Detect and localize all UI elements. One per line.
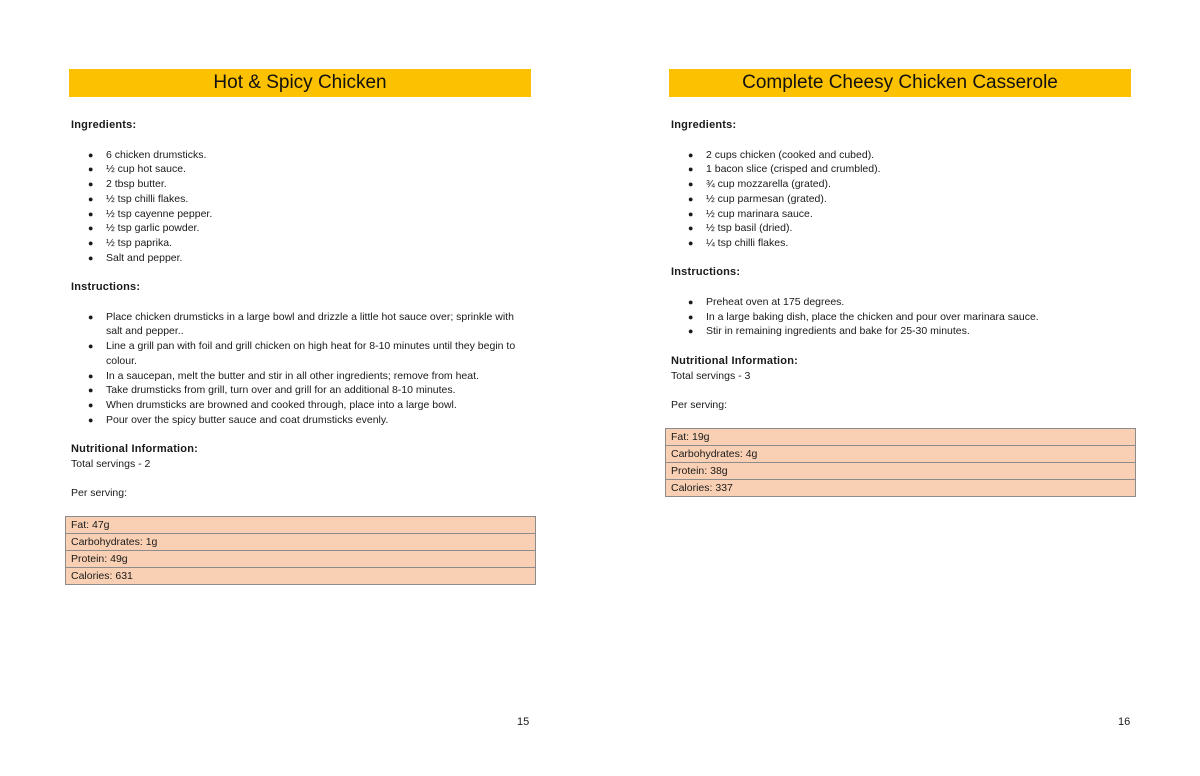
nutrition-cell: Fat: 47g xyxy=(66,516,536,533)
page-number: 15 xyxy=(517,716,530,728)
instructions-list xyxy=(71,310,531,428)
nutrition-cell: Calories: 631 xyxy=(66,567,536,584)
bullet-icon: ● xyxy=(88,237,94,248)
nutrition-cell: Protein: 38g xyxy=(666,462,1136,479)
page-number: 16 xyxy=(1118,716,1131,728)
list-item: ● Pour over the spicy butter sauce and coat drumsticks evenly. xyxy=(88,413,389,426)
nutrition-table xyxy=(665,428,1136,497)
list-item: ● Place chicken drumsticks in a large bowl and drizzle a little hot sauce over; sprinkle with salt and pepper.. xyxy=(88,310,514,338)
bullet-icon: ● xyxy=(88,414,94,425)
per-serving-label: Per serving: xyxy=(671,399,728,412)
total-servings: Total servings - 2 xyxy=(71,458,151,470)
bullet-icon: ● xyxy=(88,385,94,396)
table-row xyxy=(666,428,1136,445)
list-item: ● Preheat oven at 175 degrees. xyxy=(688,295,845,308)
recipe-title: Complete Cheesy Chicken Casserole xyxy=(669,69,1131,97)
table-row xyxy=(666,445,1136,462)
bullet-icon: ● xyxy=(688,193,694,204)
list-item: ● ½ tsp basil (dried). xyxy=(688,222,793,235)
list-item: ● In a large baking dish, place the chicken and pour over marinara sauce. xyxy=(688,310,1039,323)
recipe-title: Hot & Spicy Chicken xyxy=(69,69,531,97)
list-item: ● ½ cup marinara sauce. xyxy=(688,207,813,220)
bullet-icon: ● xyxy=(688,179,694,190)
recipe-content xyxy=(71,118,531,585)
list-item: ● ½ cup parmesan (grated). xyxy=(688,192,827,205)
nutrition-cell: Calories: 337 xyxy=(666,479,1136,496)
instructions-heading: Instructions: xyxy=(71,281,141,293)
bullet-icon: ● xyxy=(688,223,694,234)
list-item: ● ½ tsp chilli flakes. xyxy=(88,192,189,205)
bullet-icon: ● xyxy=(688,311,694,322)
list-item: ● When drumsticks are browned and cooked through, place into a large bowl. xyxy=(88,398,457,411)
list-item: ● ½ cup hot sauce. xyxy=(88,163,186,176)
list-item: ● 2 tbsp butter. xyxy=(88,178,167,191)
page-right xyxy=(600,0,1200,776)
bullet-icon: ● xyxy=(88,179,94,190)
bullet-icon: ● xyxy=(88,252,94,263)
ingredients-heading: Ingredients: xyxy=(71,119,137,131)
list-item: ● ½ tsp garlic powder. xyxy=(88,222,200,235)
ingredients-list xyxy=(671,148,1131,251)
list-item: ● In a saucepan, melt the butter and stir in all other ingredients; remove from heat. xyxy=(88,369,479,382)
table-row xyxy=(66,550,536,567)
list-item: ● ¾ cup mozzarella (grated). xyxy=(688,178,831,191)
bullet-icon: ● xyxy=(688,296,694,307)
list-item: ● Stir in remaining ingredients and bake for 25-30 minutes. xyxy=(688,325,970,338)
bullet-icon: ● xyxy=(88,341,94,352)
table-row xyxy=(66,567,536,584)
ingredients-heading: Ingredients: xyxy=(671,119,737,131)
nutrition-table xyxy=(65,516,536,585)
bullet-icon: ● xyxy=(688,164,694,175)
bullet-icon: ● xyxy=(88,223,94,234)
list-item: ● Line a grill pan with foil and grill chicken on high heat for 8-10 minutes until they begin to colour. xyxy=(88,340,516,367)
table-row xyxy=(66,516,536,533)
ingredients-list xyxy=(71,148,531,266)
instructions-heading: Instructions: xyxy=(671,266,741,279)
list-item: ● ½ tsp paprika. xyxy=(88,236,172,249)
table-row xyxy=(666,462,1136,479)
recipe-content xyxy=(671,118,1131,497)
per-serving-label: Per serving: xyxy=(71,487,128,500)
bullet-icon: ● xyxy=(88,149,94,160)
list-item: ● ½ tsp cayenne pepper. xyxy=(88,207,213,220)
list-item: ● ¼ tsp chilli flakes. xyxy=(688,236,789,249)
bullet-icon: ● xyxy=(88,311,94,322)
list-item: ● 1 bacon slice (crisped and crumbled). xyxy=(688,163,881,176)
nutrition-cell: Protein: 49g xyxy=(66,550,536,567)
bullet-icon: ● xyxy=(688,149,694,160)
table-row xyxy=(666,479,1136,496)
list-item: ● Take drumsticks from grill, turn over and grill for an additional 8-10 minutes. xyxy=(88,384,456,397)
bullet-icon: ● xyxy=(88,164,94,175)
list-item: ● Salt and pepper. xyxy=(88,251,183,264)
table-row xyxy=(66,533,536,550)
instructions-list xyxy=(671,295,1131,339)
bullet-icon: ● xyxy=(88,193,94,204)
nutrition-cell: Carbohydrates: 1g xyxy=(66,533,536,550)
bullet-icon: ● xyxy=(88,208,94,219)
list-item: ● 6 chicken drumsticks. xyxy=(88,148,207,161)
bullet-icon: ● xyxy=(88,370,94,381)
nutrition-heading: Nutritional Information: xyxy=(671,354,799,367)
bullet-icon: ● xyxy=(688,208,694,219)
nutrition-heading: Nutritional Information: xyxy=(71,443,199,455)
bullet-icon: ● xyxy=(688,237,694,248)
bullet-icon: ● xyxy=(88,399,94,410)
nutrition-cell: Carbohydrates: 4g xyxy=(666,445,1136,462)
nutrition-cell: Fat: 19g xyxy=(666,428,1136,445)
total-servings: Total servings - 3 xyxy=(671,369,751,382)
list-item: ● 2 cups chicken (cooked and cubed). xyxy=(688,148,875,161)
bullet-icon: ● xyxy=(688,326,694,337)
